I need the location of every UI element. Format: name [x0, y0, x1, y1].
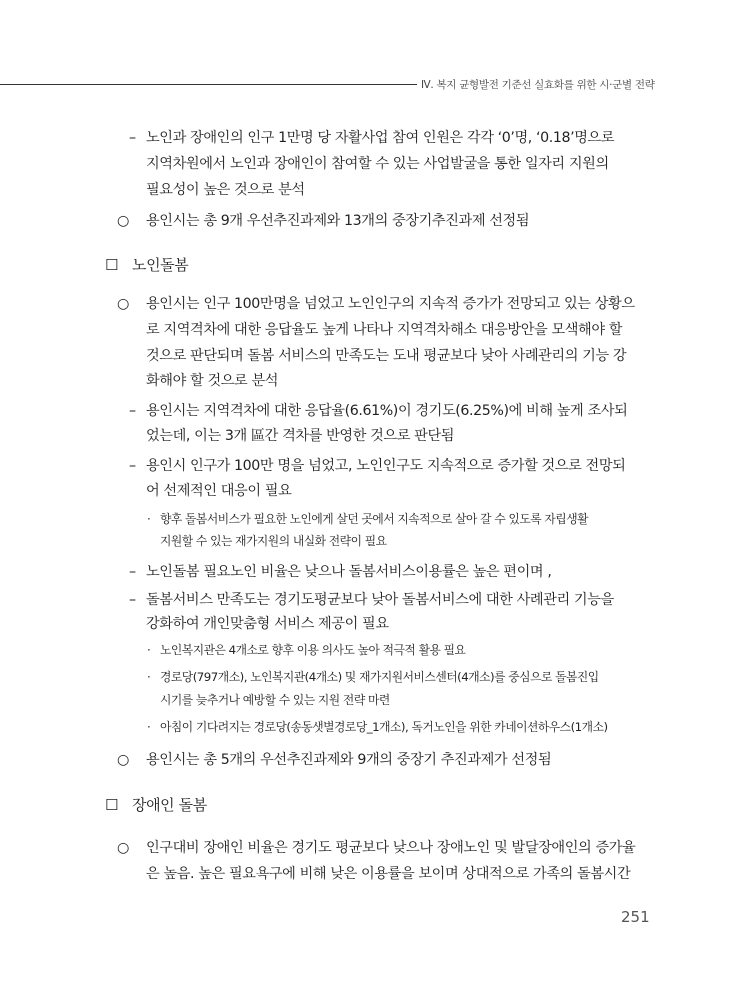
dash-marker: – [129, 592, 137, 608]
body-line-small: 경로당(797개소), 노인복지관(4개소) 및 재가지원서비스센터(4개소)를 중심으로 돌봄진입 [160, 670, 599, 684]
body-line: 용인시는 인구 100만명을 넘었고 노인인구의 지속적 증가가 전망되고 있는 상황으 [146, 296, 635, 312]
body-line: 인구대비 장애인 비율은 경기도 평균보다 낮으나 장애노인 및 발달장애인의 증가율 [146, 840, 636, 856]
body-line: 것으로 판단되며 돌봄 서비스의 만족도는 도내 평균보다 낮아 사례관리의 기능 강 [146, 348, 627, 364]
body-line: 필요성이 높은 것으로 분석 [146, 182, 305, 198]
body-line: 용인시는 총 5개의 우선추진과제와 9개의 중장기 추진과제가 선정됨 [146, 752, 552, 768]
section-heading: 장애인 돌봄 [132, 796, 207, 814]
body-line: 용인시는 총 9개 우선추진과제와 13개의 중장기추진과제 선정됨 [146, 213, 530, 229]
dash-marker: – [129, 130, 137, 146]
body-line-small: 향후 돌봄서비스가 필요한 노인에게 살던 곳에서 지속적으로 살아 갈 수 있도록 자립생활 [160, 512, 588, 526]
circle-marker: ○ [117, 752, 130, 768]
circle-marker: ○ [117, 840, 130, 856]
header-rule [0, 84, 417, 85]
body-line: 용인시는 지역격차에 대한 응답율(6.61%)이 경기도(6.25%)에 비해 높게 조사되 [146, 403, 628, 419]
dash-marker: – [129, 403, 137, 419]
dot-marker: · [147, 512, 151, 526]
body-line: 돌봄서비스 만족도는 경기도평균보다 낮아 돌봄서비스에 대한 사례관리 기능을 [146, 592, 614, 608]
dash-marker: – [129, 458, 137, 474]
body-line: 노인돌봄 필요노인 비율은 낮으나 돌봄서비스이용률은 높은 편이며 , [146, 564, 552, 580]
body-line: 화해야 할 것으로 분석 [146, 373, 279, 389]
body-line: 강화하여 개인맞춤형 서비스 제공이 필요 [146, 616, 389, 632]
box-marker: ☐ [105, 256, 119, 274]
dot-marker: · [147, 720, 151, 734]
circle-marker: ○ [117, 296, 130, 312]
body-line: 어 선제적인 대응이 필요 [146, 483, 292, 499]
body-line: 노인과 장애인의 인구 1만명 당 자활사업 참여 인원은 각각 ‘0’명, ‘0.18’명으로 [146, 130, 615, 146]
circle-marker: ○ [117, 213, 130, 229]
box-marker: ☐ [105, 796, 119, 814]
body-line-small: 노인복지관은 4개소로 향후 이용 의사도 높아 적극적 활용 필요 [160, 643, 466, 657]
body-line: 은 높음. 높은 필요욕구에 비해 낮은 이용률을 보이며 상대적으로 가족의 돌봄시간 [146, 866, 631, 882]
body-line-small: 아침이 기다려지는 경로당(송동샛별경로당_1개소), 독거노인을 위한 카네이션하우스(1개소) [160, 720, 608, 734]
body-line-small: 지원할 수 있는 재가지원의 내실화 전략이 필요 [160, 534, 387, 548]
dash-marker: – [129, 564, 137, 580]
body-line: 용인시 인구가 100만 명을 넘었고, 노인인구도 지속적으로 증가할 것으로 전망되 [146, 458, 626, 474]
body-line-small: 시기를 늦추거나 예방할 수 있는 지원 전략 마련 [160, 693, 390, 707]
dot-marker: · [147, 670, 151, 684]
page-number: 251 [621, 908, 650, 926]
dot-marker: · [147, 643, 151, 657]
running-header: Ⅳ. 복지 균형발전 기준선 실효화를 위한 시·군별 전략 [421, 79, 655, 91]
body-line: 로 지역격차에 대한 응답율도 높게 나타나 지역격차해소 대응방안을 모색해야 할 [146, 322, 623, 338]
body-line: 지역차원에서 노인과 장애인이 참여할 수 있는 사업발굴을 통한 일자리 지원의 [146, 156, 609, 172]
body-line: 었는데, 이는 3개 區간 격차를 반영한 것으로 판단됨 [146, 428, 455, 444]
section-heading: 노인돌봄 [132, 256, 189, 274]
